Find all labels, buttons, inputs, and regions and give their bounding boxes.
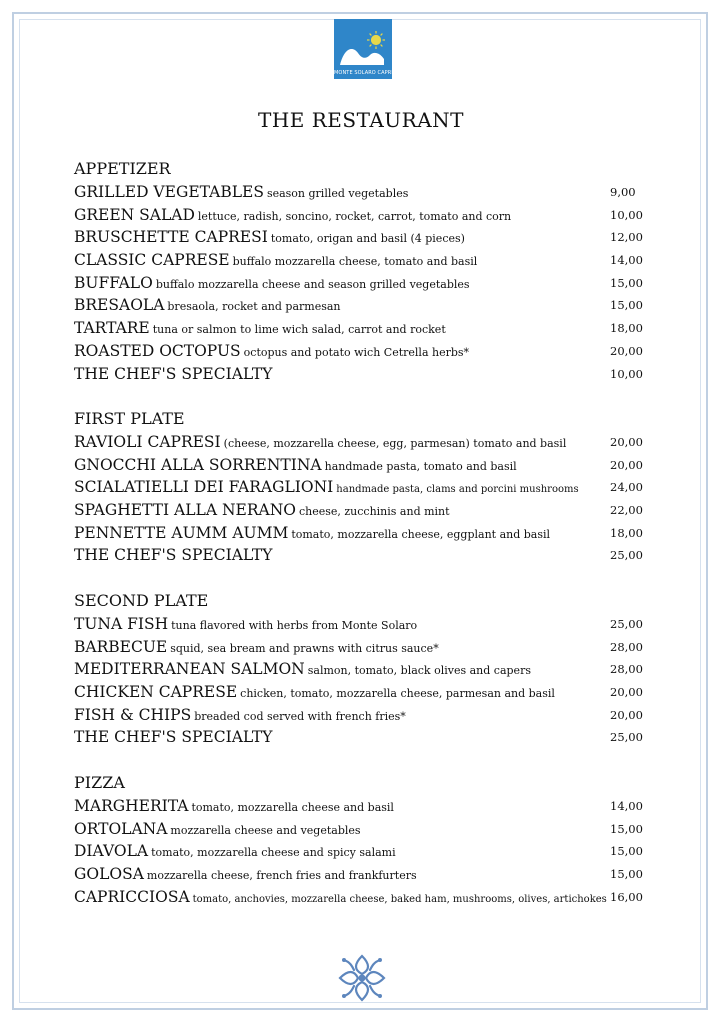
dish-price: 14,00: [610, 799, 643, 813]
menu-item: [74, 340, 654, 363]
section-title: SECOND PLATE: [74, 591, 209, 610]
dish-description: cheese, zucchinis and mint: [298, 505, 450, 519]
dish-name: SCIALATIELLI DEI FARAGLIONI: [74, 478, 334, 497]
dish-price: 28,00: [610, 662, 643, 677]
dish-description: tomato, mozzarella cheese and spicy salami: [151, 846, 396, 860]
dish-price: 24,00: [610, 480, 643, 495]
dish-name: CHICKEN CAPRESE: [74, 683, 238, 702]
dish-name: MARGHERITA: [74, 797, 189, 815]
dish-name: BUFFALO: [74, 273, 153, 292]
dish-name: TARTARE: [74, 319, 150, 338]
dish-price: 15,00: [610, 844, 643, 859]
dish-name: BRESAOLA: [74, 296, 165, 315]
dish-name: THE CHEF'S SPECIALTY: [74, 728, 273, 747]
dish-price: 20,00: [610, 457, 643, 472]
dish-name: ROASTED OCTOPUS: [74, 341, 241, 360]
dish-description: handmade pasta, clams and porcini mushrooms: [336, 484, 579, 496]
menu-item: [74, 272, 654, 295]
menu-item: [74, 294, 654, 317]
menu-item: [74, 658, 654, 681]
section-second-plate: [74, 589, 654, 749]
dish-name: SPAGHETTI ALLA NERANO: [74, 501, 296, 520]
dish-name: MEDITERRANEAN SALMON: [74, 660, 305, 679]
dish-name: GREEN SALAD: [74, 205, 195, 224]
dish-name: GNOCCHI ALLA SORRENTINA: [74, 455, 322, 474]
menu-item: [74, 181, 654, 204]
menu-item: [74, 886, 654, 909]
menu-item: [74, 249, 654, 272]
dish-description: tomato, mozzarella cheese, eggplant and basil: [291, 527, 551, 541]
dish-name: THE CHEF'S SPECIALTY: [74, 364, 273, 383]
dish-price: 10,00: [610, 207, 643, 222]
dish-description: tomato, anchovies, mozzarella cheese, baked ham, mushrooms, olives, artichokes: [192, 893, 607, 905]
menu-item: [74, 795, 654, 818]
section-title: PIZZA: [74, 773, 125, 792]
dish-description: buffalo mozzarella cheese and season grilled vegetables: [155, 277, 470, 291]
dish-price: 15,00: [610, 275, 643, 290]
menu-item: [74, 544, 654, 567]
menu-item: [74, 840, 654, 863]
dish-price: 20,00: [610, 435, 643, 449]
dish-name: PENNETTE AUMM AUMM: [74, 523, 289, 542]
dish-name: CAPRICCIOSA: [74, 887, 190, 906]
dish-price: 22,00: [610, 503, 643, 518]
dish-description: chicken, tomato, mozzarella cheese, parmesan and basil: [240, 687, 555, 701]
dish-price: 18,00: [610, 321, 643, 336]
menu-item: [74, 226, 654, 249]
menu-item: [74, 204, 654, 227]
dish-name: FISH & CHIPS: [74, 705, 192, 724]
dish-price: 9,00: [610, 185, 636, 199]
dish-description: squid, sea bream and prawns with citrus sauce*: [170, 641, 439, 655]
menu-item: [74, 363, 654, 386]
menu-item: [74, 454, 654, 477]
menu-item: [74, 613, 654, 636]
dish-price: 14,00: [610, 253, 643, 268]
dish-description: season grilled vegetables: [266, 187, 409, 200]
dish-description: salmon, tomato, black olives and capers: [307, 664, 531, 678]
dish-price: 25,00: [610, 730, 643, 745]
dish-name: THE CHEF'S SPECIALTY: [74, 546, 273, 565]
dish-description: lettuce, radish, soncino, rocket, carrot, tomato and corn: [197, 209, 512, 223]
dish-price: 25,00: [610, 617, 643, 631]
section-title: FIRST PLATE: [74, 409, 185, 428]
menu-item: [74, 863, 654, 886]
dish-name: GRILLED VEGETABLES: [74, 183, 264, 201]
menu-item: [74, 681, 654, 704]
dish-price: 20,00: [610, 685, 643, 700]
menu-item: [74, 522, 654, 545]
dish-name: BARBECUE: [74, 637, 168, 656]
dish-name: DIAVOLA: [74, 842, 149, 861]
section-first-plate: [74, 407, 654, 567]
dish-description: bresaola, rocket and parmesan: [167, 300, 341, 314]
dish-description: tuna or salmon to lime wich salad, carrot and rocket: [152, 323, 446, 337]
dish-description: (cheese, mozzarella cheese, egg, parmesan) tomato and basil: [223, 437, 567, 450]
majolica-tile-ornament-icon: [336, 952, 388, 1004]
menu-item: [74, 636, 654, 659]
menu-item: [74, 476, 654, 499]
dish-description: tuna flavored with herbs from Monte Solaro: [171, 619, 418, 632]
dish-description: tomato, origan and basil (4 pieces): [270, 232, 465, 246]
menu-item: [74, 431, 654, 454]
dish-price: 28,00: [610, 639, 643, 654]
section-title: APPETIZER: [74, 159, 171, 178]
monte-solaro-logo: [334, 19, 392, 79]
dish-price: 12,00: [610, 230, 643, 245]
dish-price: 20,00: [610, 343, 643, 358]
dish-description: breaded cod served with french fries*: [194, 709, 406, 723]
dish-description: tomato, mozzarella cheese and basil: [191, 801, 394, 814]
sun-over-waves-icon: [334, 19, 392, 69]
dish-name: CLASSIC CAPRESE: [74, 251, 230, 270]
dish-description: buffalo mozzarella cheese, tomato and basil: [232, 255, 478, 269]
dish-price: 10,00: [610, 366, 643, 381]
dish-name: GOLOSA: [74, 865, 144, 884]
menu-item: [74, 704, 654, 727]
menu-item: [74, 818, 654, 841]
dish-price: 25,00: [610, 548, 643, 563]
menu-item: [74, 726, 654, 749]
dish-description: handmade pasta, tomato and basil: [324, 459, 517, 473]
dish-name: TUNA FISH: [74, 615, 169, 633]
dish-price: 16,00: [610, 889, 643, 904]
menu-item: [74, 317, 654, 340]
dish-name: RAVIOLI CAPRESI: [74, 433, 221, 451]
page-title: THE RESTAURANT: [258, 108, 464, 132]
section-pizza: [74, 771, 654, 908]
dish-name: BRUSCHETTE CAPRESI: [74, 228, 268, 247]
menu-item: [74, 499, 654, 522]
dish-price: 15,00: [610, 867, 643, 882]
dish-price: 18,00: [610, 525, 643, 540]
dish-name: ORTOLANA: [74, 819, 168, 838]
dish-price: 15,00: [610, 821, 643, 836]
dish-description: mozzarella cheese, french fries and frankfurters: [146, 869, 417, 883]
dish-price: 20,00: [610, 707, 643, 722]
dish-description: mozzarella cheese and vegetables: [170, 823, 361, 837]
dish-description: octopus and potato wich Cetrella herbs*: [243, 345, 470, 359]
logo-text: MONTE SOLARO CAPRI: [334, 70, 393, 76]
dish-price: 15,00: [610, 298, 643, 313]
section-appetizer: [74, 157, 654, 385]
